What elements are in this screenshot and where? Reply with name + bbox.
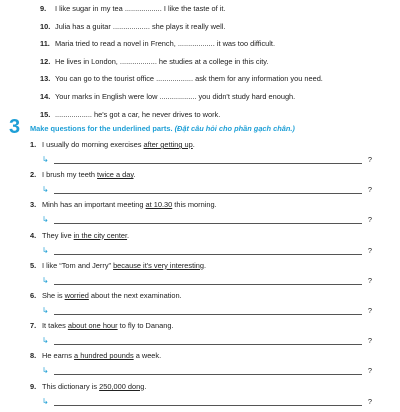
- question-mark: ?: [367, 396, 372, 406]
- writing-line: [54, 314, 362, 315]
- answer-arrow-icon: ↳: [42, 336, 49, 346]
- underlined-part: after getting up: [143, 140, 193, 149]
- question-item: [30, 140, 370, 170]
- writing-line: [54, 405, 362, 406]
- question-mark: ?: [367, 245, 372, 255]
- question-sentence: [30, 291, 182, 301]
- item-text: Your marks in English were low .................. you didn't study hard enough.: [55, 91, 296, 101]
- question-sentence: [30, 231, 129, 241]
- list-item: [40, 106, 370, 124]
- item-number: 15.: [40, 109, 51, 119]
- underlined-part: twice a day: [97, 170, 134, 180]
- sentence-text: .: [144, 381, 147, 391]
- item-text: You can go to the tourist office .................. ask them for any information you need.: [55, 74, 323, 84]
- question-mark: ?: [367, 185, 372, 195]
- question-sentence: [30, 382, 146, 392]
- section-title-english: Make questions for the underlined parts.: [30, 124, 173, 133]
- question-number: 6.: [30, 290, 37, 300]
- writing-line: [54, 374, 362, 375]
- section-title-vietnamese: (Đặt câu hỏi cho phần gạch chân.): [174, 124, 295, 133]
- sentence-text: It takes: [42, 321, 68, 331]
- writing-line: [54, 344, 362, 345]
- item-number: 14.: [40, 91, 51, 101]
- question-item: [30, 321, 370, 351]
- question-number: 9.: [30, 381, 37, 391]
- question-sentence: [30, 321, 174, 331]
- sentence-text: I brush my teeth: [42, 170, 98, 180]
- underlined-part: in the city center: [73, 230, 128, 240]
- question-mark: ?: [367, 275, 372, 285]
- writing-line: [54, 284, 362, 285]
- item-number: 9.: [40, 4, 47, 13]
- answer-arrow-icon: ↳: [42, 275, 49, 285]
- answer-arrow-icon: ↳: [42, 366, 49, 376]
- list-item: [40, 70, 370, 88]
- sentence-text: He earns: [42, 351, 75, 361]
- item-text: He lives in London, .................. he studies at a college in this city.: [55, 56, 269, 66]
- question-item: [30, 291, 370, 321]
- previous-exercise-list: [40, 0, 370, 123]
- question-item: [30, 170, 370, 200]
- list-item: [40, 35, 370, 53]
- section-number: 3: [9, 116, 21, 138]
- answer-line[interactable]: [42, 246, 372, 256]
- answer-line[interactable]: [42, 155, 372, 165]
- answer-line[interactable]: [42, 366, 372, 376]
- question-mark: ?: [367, 215, 372, 225]
- question-number: 5.: [30, 260, 37, 270]
- sentence-text: They live: [42, 230, 74, 240]
- list-item: [40, 88, 370, 106]
- question-sentence: [30, 200, 217, 210]
- question-mark: ?: [367, 305, 372, 315]
- sentence-text: .: [133, 170, 136, 180]
- answer-arrow-icon: ↳: [42, 305, 49, 315]
- sentence-text: I like “Tom and Jerry”: [42, 260, 114, 270]
- sentence-text: I usually do morning exercises: [42, 140, 144, 149]
- question-item: [30, 351, 370, 381]
- question-number: 8.: [30, 351, 37, 361]
- question-number: 2.: [30, 170, 37, 180]
- question-sentence: [30, 170, 136, 180]
- question-item: [30, 382, 370, 412]
- sentence-text: .: [204, 260, 207, 270]
- question-number: 3.: [30, 200, 37, 210]
- answer-arrow-icon: ↳: [42, 396, 49, 406]
- sentence-text: .: [127, 230, 130, 240]
- sentence-text: She is: [42, 290, 65, 300]
- sentence-text: .: [192, 140, 195, 149]
- underlined-part: worried: [64, 290, 89, 300]
- answer-arrow-icon: ↳: [42, 245, 49, 255]
- writing-line: [54, 254, 362, 255]
- question-item: [30, 200, 370, 230]
- question-number: 1.: [30, 140, 37, 149]
- question-list: [30, 140, 370, 412]
- answer-arrow-icon: ↳: [42, 215, 49, 225]
- underlined-part: about one hour: [67, 321, 118, 331]
- answer-line[interactable]: [42, 215, 372, 225]
- question-mark: ?: [367, 336, 372, 346]
- sentence-text: a week.: [133, 351, 162, 361]
- item-number: 10.: [40, 21, 51, 31]
- answer-line[interactable]: [42, 276, 372, 286]
- question-item: [30, 261, 370, 291]
- question-sentence: [30, 261, 206, 271]
- section-title: [30, 124, 295, 133]
- writing-line: [54, 163, 362, 164]
- question-sentence: [30, 351, 161, 361]
- item-number: 11.: [40, 39, 50, 49]
- sentence-text: this morning.: [172, 200, 217, 210]
- item-text: Julia has a guitar .................. she plays it really well.: [55, 21, 226, 31]
- list-item: [40, 0, 370, 18]
- answer-line[interactable]: [42, 397, 372, 407]
- answer-arrow-icon: ↳: [42, 155, 49, 164]
- underlined-part: a hundred pounds: [74, 351, 134, 361]
- question-item: [30, 231, 370, 261]
- list-item: [40, 53, 370, 71]
- underlined-part: at 10.30: [145, 200, 173, 210]
- question-sentence: [30, 140, 195, 150]
- question-mark: ?: [367, 155, 372, 164]
- item-text: I like sugar in my tea .................. I like the taste of it.: [55, 4, 226, 13]
- question-mark: ?: [367, 366, 372, 376]
- question-number: 4.: [30, 230, 37, 240]
- sentence-text: This dictionary is: [42, 381, 100, 391]
- underlined-part: because it's very interesting: [113, 260, 205, 270]
- sentence-text: Minh has an important meeting: [42, 200, 146, 210]
- answer-line[interactable]: [42, 185, 372, 195]
- item-number: 12.: [40, 56, 51, 66]
- underlined-part: 250,000 dong: [99, 381, 145, 391]
- item-text: Maria tried to read a novel in French, .................. it was too difficult.: [55, 39, 276, 49]
- writing-line: [54, 223, 362, 224]
- answer-arrow-icon: ↳: [42, 185, 49, 195]
- item-number: 13.: [40, 74, 51, 84]
- answer-line[interactable]: [42, 336, 372, 346]
- writing-line: [54, 193, 362, 194]
- sentence-text: about the next examination.: [88, 290, 182, 300]
- answer-line[interactable]: [42, 306, 372, 316]
- item-text: .................. he's got a car, he never drives to work.: [55, 109, 221, 119]
- list-item: [40, 18, 370, 36]
- question-number: 7.: [30, 321, 37, 331]
- sentence-text: to fly to Danang.: [117, 321, 174, 331]
